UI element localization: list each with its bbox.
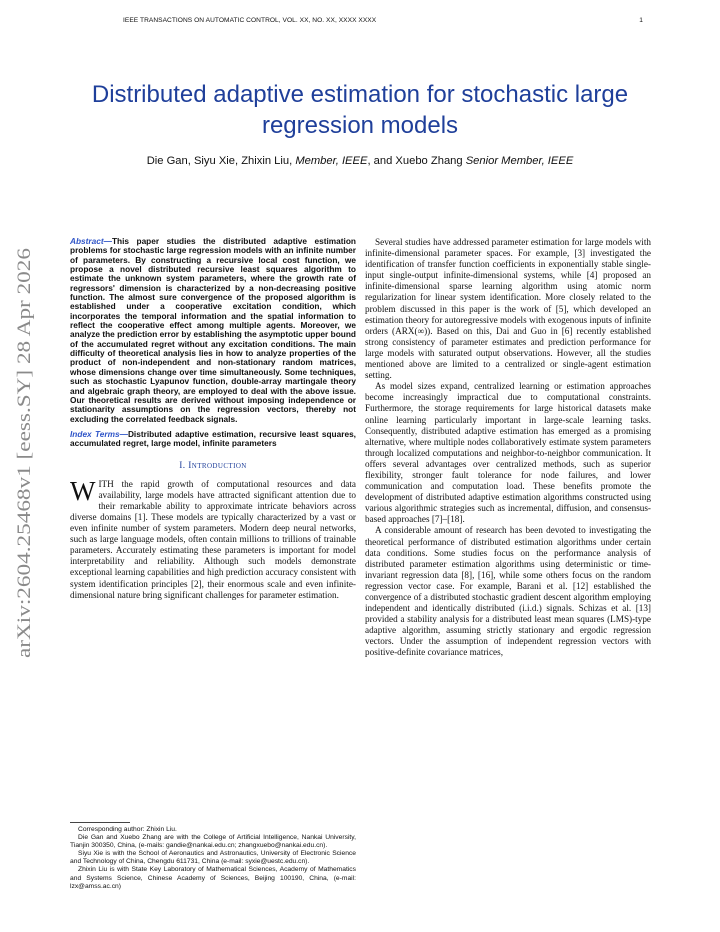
intro-paragraph-1-text: the rapid growth of computational resources and data availability, large models have attracted significant attention due to their remarkable ability to approximate intricate behaviors across diverse domains [1]. These models are typically characterized by a vast or even infinite number of system parameters. Modern deep neural networks, such as large language models, often contain millions to trillions of trainable parameters. Accurately estimating these parameters is important for model interpretability and reliability. Although such models demonstrate exceptional learning capabilities and high prediction accuracy consistent with system identification principles [2], their enormous scale and even infinite-dimensional nature bring significant challenges for parameter estimation. [70, 478, 356, 600]
abstract-label: Abstract— [70, 236, 112, 246]
footnote-corresponding: Corresponding author: Zhixin Liu. [78, 826, 177, 833]
intro-paragraph-1 [70, 475, 356, 601]
author-joiner: , and Xuebo Zhang [367, 155, 466, 167]
drop-cap: W [70, 475, 96, 506]
running-head-text: IEEE TRANSACTIONS ON AUTOMATIC CONTROL, VOL. XX, NO. XX, XXXX XXXX [123, 17, 377, 24]
right-column [365, 237, 651, 659]
arxiv-stamp [8, 240, 38, 660]
abstract [70, 237, 356, 424]
index-terms [70, 430, 356, 449]
author-names: Die Gan, Siyu Xie, Zhixin Liu, [146, 155, 296, 167]
author-role-senior: Senior Member, IEEE [465, 155, 574, 167]
intro-paragraph-2: Several studies have addressed parameter estimation for large models with infinite-dimensional parameter spaces. For example, [3] investigated the identification of transfer function coefficients in exponentially stable single-input single-output infinite-dimensional systems, while [4] proposed an infinite-dimensional sparse learning algorithm using atomic norm regularization for linear system identification. More closely related to the problem discussed in this paper is the work of [5], which developed an estimation theory for autoregressive models with exogenous inputs of infinite orders (ARX(∞)). Based on this, Dai and Guo in [6] recently established strong consistency of parameter estimates and prediction performance for large models with saturated output observations. However, all the studies mentioned above are limited to a centralized or single-agent estimation setting. [365, 237, 651, 381]
left-column [70, 237, 356, 601]
author-role-member: Member, IEEE [295, 155, 368, 167]
intro-paragraph-3: As model sizes expand, centralized learning or estimation approaches become increasingly impractical due to computational constraints. Furthermore, the storage requirements for large historical datasets make online learning particularly important in large-scale learning tasks. Consequently, distributed adaptive estimation has emerged as a promising alternative, where multiple nodes collaboratively estimate system parameters through localized computations and neighbor-to-neighbor communication. It offers several advantages over centralized methods, such as superior flexibility, stronger fault tolerance for node failures, and lower communication and computation load. These benefits promote the development of distributed adaptive estimation algorithms constructed using various algorithmic strategies such as incremental, diffusion, and consensus-based approaches [7]–[18]. [365, 381, 651, 525]
intro-paragraph-4: A considerable amount of research has been devoted to investigating the theoretical performance of distributed estimation algorithms under certain data conditions. Some studies focus on the performance analysis of distributed parameter estimation algorithms using deterministic or time-invariant regression data [8], [16], while some others focus on the random regression vector case. For example, Barani et al. [12] established the convergence of a distributed stochastic gradient descent algorithm employing independent and identically distributed (i.i.d.) signals. Schizas et al. [13] provided a stability analysis for a distributed least mean squares (LMS)-type adaptive algorithm, assuming strictly stationary and ergodic regression vectors. Under the assumption of independent regression vectors with positive-definite covariance matrices, [365, 525, 651, 658]
arxiv-stamp-text: arXiv:2604.25468v1 [eess.SY] 28 Apr 2026 [14, 322, 35, 658]
page-number: 1 [639, 17, 643, 24]
abstract-text: This paper studies the distributed adaptive estimation problems for stochastic large regression models with an infinite number of parameters. By constructing a recursive local cost function, we propose a novel distributed recursive least squares algorithm to estimate the unknown system parameters, where the growth rate of regressors' dimension is characterized by a non-decreasing positive function. The almost sure convergence of the proposed algorithm is established under a cooperative excitation condition, which incorporates the temporal information and the spatial information to reflect the cooperative effect among multiple agents. Moreover, we analyze the prediction error by establishing the asymptotic upper bound of the accumulated regret without any excitation conditions. The main difficulty of theoretical analysis lies in how to analyze properties of the product of non-independent and non-stationary random matrices, whose dimensions change over time simultaneously. Some techniques, such as stochastic Lyapunov function, double-array martingale theory and algebraic graph theory, are employed to deal with the above issue. Our theoretical results are derived without imposing independence or stationarity assumptions on the regression vectors, thereby not excluding the correlated feedback signals. [70, 236, 356, 424]
paper-title: Distributed adaptive estimation for stochastic large regression models [91, 81, 629, 139]
footnote-affiliation-xie: Siyu Xie is with the School of Aeronautics and Astronautics, University of Electronic Science and Technology of China, Chengdu 611731, China (e-mail: syxie@uestc.edu.cn). [70, 850, 356, 866]
intro-lead-word: ITH [98, 478, 114, 489]
running-header [123, 17, 643, 24]
footnote-affiliation-liu: Zhixin Liu is with State Key Laboratory of Mathematical Sciences, Academy of Mathematics and Systems Science, Chinese Academy of Sciences, Beijing 100190, China, (e-mail: lzx@amss.ac.cn) [70, 866, 356, 890]
footnote-affiliation-gan-zhang: Die Gan and Xuebo Zhang are with the College of Artificial Intelligence, Nankai University, Tianjin 300350, China, (e-mails: gandie@nankai.edu.cn; zhangxuebo@nankai.edu.cn). [70, 834, 356, 850]
footnotes [70, 826, 356, 891]
index-terms-text: Distributed adaptive estimation, recursive least squares, accumulated regret, large model, infinite parameters [70, 428, 356, 449]
index-terms-label: Index Terms— [70, 428, 128, 439]
author-line [60, 155, 660, 167]
footnote-rule [70, 822, 130, 823]
section-heading-introduction: I. Introduction [179, 460, 247, 471]
